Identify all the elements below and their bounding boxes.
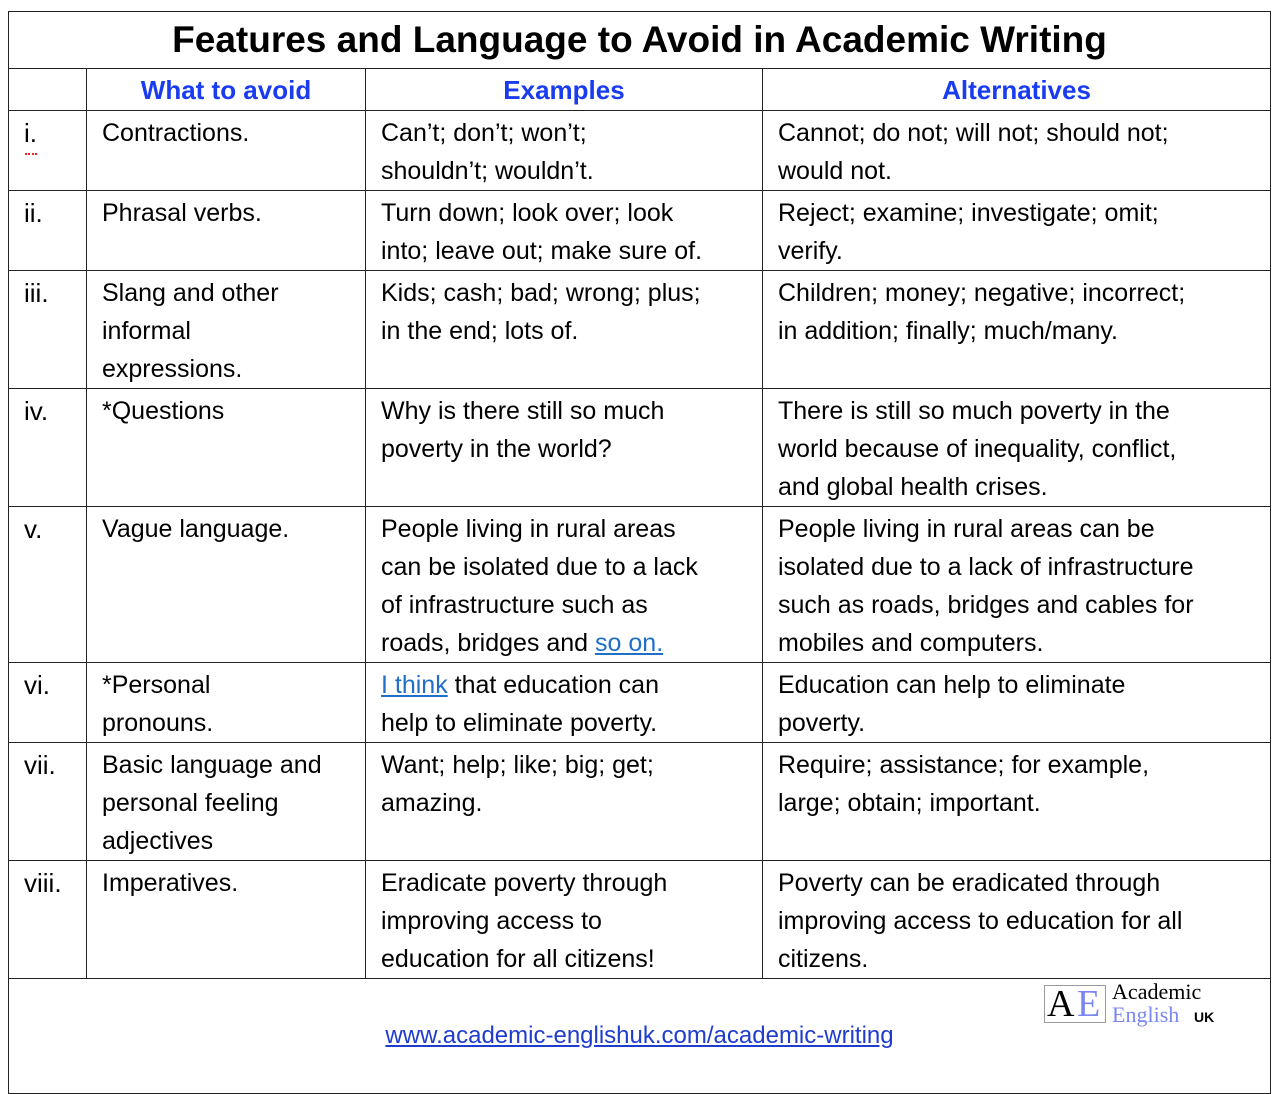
avoid-cell: Slang and other informal expressions. — [87, 271, 366, 389]
alternatives-cell: Children; money; negative; incorrect; in addition; finally; much/many. — [763, 271, 1271, 389]
row-number: v. — [9, 507, 87, 663]
table-row — [9, 271, 1271, 389]
examples-cell — [366, 507, 763, 663]
footer-link[interactable]: www.academic-englishuk.com/academic-writing — [385, 1022, 894, 1049]
table-row — [9, 507, 1271, 663]
examples-cell — [366, 663, 763, 743]
alternatives-cell: Cannot; do not; will not; should not; would not. — [763, 111, 1271, 191]
row-number: i. — [9, 111, 87, 191]
table-row — [9, 663, 1271, 743]
avoid-cell: *Questions — [87, 389, 366, 507]
examples-cell: Turn down; look over; look into; leave out; make sure of. — [366, 191, 763, 271]
avoid-cell: Imperatives. — [87, 861, 366, 979]
footer — [9, 979, 1271, 1094]
alternatives-cell: Education can help to eliminate poverty. — [763, 663, 1271, 743]
page-title: Features and Language to Avoid in Academic Writing — [9, 12, 1271, 69]
academic-english-uk-logo — [1044, 981, 1256, 1027]
logo-academic: Academic — [1112, 979, 1202, 1004]
header-examples: Examples — [366, 69, 763, 111]
avoid-cell: Contractions. — [87, 111, 366, 191]
table-row — [9, 389, 1271, 507]
alternatives-cell: Poverty can be eradicated through improving access to education for all citizens. — [763, 861, 1271, 979]
row-number: ii. — [9, 191, 87, 271]
avoid-cell: Phrasal verbs. — [87, 191, 366, 271]
logo-letter-a: A — [1047, 983, 1075, 1025]
alternatives-cell: People living in rural areas can be isolated due to a lack of infrastructure such as roads, bridges and cables for mobiles and computers. — [763, 507, 1271, 663]
avoid-table — [8, 11, 1271, 1094]
examples-cell: Want; help; like; big; get; amazing. — [366, 743, 763, 861]
row-number: viii. — [9, 861, 87, 979]
table-row — [9, 743, 1271, 861]
avoid-cell: Basic language and personal feeling adjectives — [87, 743, 366, 861]
examples-text: that education can help to eliminate poverty. — [381, 671, 659, 737]
examples-cell: Why is there still so much poverty in the world? — [366, 389, 763, 507]
avoid-cell: *Personal pronouns. — [87, 663, 366, 743]
alternatives-cell: Require; assistance; for example, large; obtain; important. — [763, 743, 1271, 861]
examples-cell: Can’t; don’t; won’t; shouldn’t; wouldn’t. — [366, 111, 763, 191]
row-number: iv. — [9, 389, 87, 507]
logo-english: English — [1112, 1002, 1180, 1027]
header-alternatives: Alternatives — [763, 69, 1271, 111]
table-row — [9, 861, 1271, 979]
logo-uk: UK — [1194, 1009, 1215, 1025]
row-number: iii. — [9, 271, 87, 389]
row-number: vi. — [9, 663, 87, 743]
row-number: vii. — [9, 743, 87, 861]
header-blank — [9, 69, 87, 111]
alternatives-cell: There is still so much poverty in the world because of inequality, conflict, and global health crises. — [763, 389, 1271, 507]
so-on-link[interactable]: so on. — [595, 629, 664, 657]
examples-cell: Kids; cash; bad; wrong; plus; in the end; lots of. — [366, 271, 763, 389]
table-row — [9, 111, 1271, 191]
logo-letter-e: E — [1077, 983, 1101, 1025]
avoid-cell: Vague language. — [87, 507, 366, 663]
examples-text: People living in rural areas can be isolated due to a lack of infrastructure such as roads, bridges and — [381, 515, 698, 657]
alternatives-cell: Reject; examine; investigate; omit; verify. — [763, 191, 1271, 271]
i-think-link[interactable]: I think — [381, 671, 448, 699]
header-what-to-avoid: What to avoid — [87, 69, 366, 111]
table-row — [9, 191, 1271, 271]
spellcheck-squiggle — [25, 149, 37, 155]
examples-cell: Eradicate poverty through improving access to education for all citizens! — [366, 861, 763, 979]
